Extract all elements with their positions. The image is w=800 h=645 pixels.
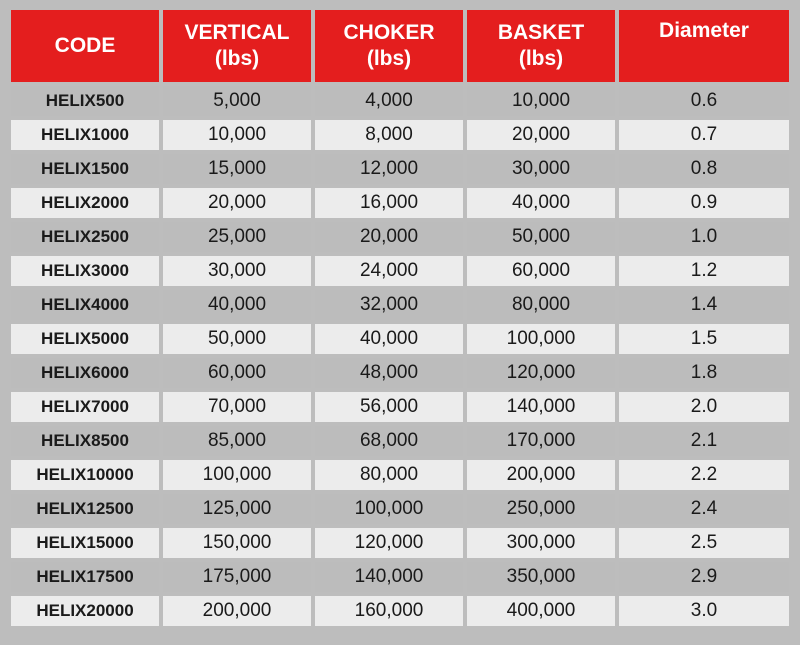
table-row (11, 86, 789, 116)
header-diameter (619, 10, 789, 82)
table-row (11, 120, 789, 150)
cell-code: HELIX10000 (11, 460, 159, 490)
cell-code: HELIX8500 (11, 426, 159, 456)
cell-diameter: 2.9 (619, 562, 789, 592)
cell-choker: 4,000 (315, 86, 463, 116)
header-choker-label: CHOKER (343, 21, 435, 44)
table-row (11, 426, 789, 456)
table-row (11, 460, 789, 490)
header-code (11, 10, 159, 82)
cell-vertical: 50,000 (163, 324, 311, 354)
cell-code: HELIX12500 (11, 494, 159, 524)
cell-basket: 300,000 (467, 528, 615, 558)
cell-basket: 50,000 (467, 222, 615, 252)
cell-diameter: 3.0 (619, 596, 789, 626)
table-row (11, 358, 789, 388)
cell-code: HELIX20000 (11, 596, 159, 626)
cell-diameter: 1.2 (619, 256, 789, 286)
cell-vertical: 15,000 (163, 154, 311, 184)
cell-diameter: 0.7 (619, 120, 789, 150)
header-code-label: CODE (54, 34, 116, 57)
cell-choker: 16,000 (315, 188, 463, 218)
header-choker-unit: (lbs) (366, 47, 412, 70)
capacity-table (7, 6, 793, 630)
header-basket-unit: (lbs) (518, 47, 564, 70)
header-diameter-label: Diameter (659, 19, 749, 42)
cell-vertical: 40,000 (163, 290, 311, 320)
cell-diameter: 2.4 (619, 494, 789, 524)
table-row (11, 528, 789, 558)
cell-basket: 30,000 (467, 154, 615, 184)
header-vertical-label: VERTICAL (184, 21, 290, 44)
table-header (11, 10, 789, 82)
cell-vertical: 175,000 (163, 562, 311, 592)
cell-code: HELIX7000 (11, 392, 159, 422)
cell-code: HELIX1500 (11, 154, 159, 184)
cell-vertical: 125,000 (163, 494, 311, 524)
header-choker (315, 10, 463, 82)
cell-diameter: 0.9 (619, 188, 789, 218)
table-row (11, 596, 789, 626)
cell-choker: 56,000 (315, 392, 463, 422)
cell-diameter: 1.4 (619, 290, 789, 320)
cell-basket: 170,000 (467, 426, 615, 456)
cell-basket: 120,000 (467, 358, 615, 388)
cell-basket: 140,000 (467, 392, 615, 422)
cell-choker: 120,000 (315, 528, 463, 558)
header-basket (467, 10, 615, 82)
cell-diameter: 2.2 (619, 460, 789, 490)
cell-choker: 32,000 (315, 290, 463, 320)
table-row (11, 256, 789, 286)
cell-choker: 24,000 (315, 256, 463, 286)
table-row (11, 222, 789, 252)
cell-diameter: 0.6 (619, 86, 789, 116)
cell-basket: 350,000 (467, 562, 615, 592)
header-vertical-unit: (lbs) (214, 47, 260, 70)
cell-diameter: 0.8 (619, 154, 789, 184)
cell-basket: 60,000 (467, 256, 615, 286)
table-row (11, 562, 789, 592)
cell-diameter: 2.5 (619, 528, 789, 558)
cell-code: HELIX15000 (11, 528, 159, 558)
cell-diameter: 1.8 (619, 358, 789, 388)
cell-vertical: 10,000 (163, 120, 311, 150)
table-row (11, 392, 789, 422)
cell-basket: 100,000 (467, 324, 615, 354)
cell-choker: 100,000 (315, 494, 463, 524)
cell-code: HELIX500 (11, 86, 159, 116)
cell-code: HELIX17500 (11, 562, 159, 592)
cell-vertical: 200,000 (163, 596, 311, 626)
cell-diameter: 2.1 (619, 426, 789, 456)
cell-vertical: 100,000 (163, 460, 311, 490)
cell-diameter: 1.0 (619, 222, 789, 252)
cell-choker: 12,000 (315, 154, 463, 184)
cell-choker: 68,000 (315, 426, 463, 456)
cell-vertical: 25,000 (163, 222, 311, 252)
cell-diameter: 2.0 (619, 392, 789, 422)
cell-basket: 400,000 (467, 596, 615, 626)
cell-choker: 160,000 (315, 596, 463, 626)
table-row (11, 494, 789, 524)
cell-choker: 48,000 (315, 358, 463, 388)
cell-code: HELIX2500 (11, 222, 159, 252)
cell-vertical: 150,000 (163, 528, 311, 558)
cell-basket: 250,000 (467, 494, 615, 524)
cell-code: HELIX3000 (11, 256, 159, 286)
cell-vertical: 60,000 (163, 358, 311, 388)
cell-code: HELIX4000 (11, 290, 159, 320)
cell-choker: 80,000 (315, 460, 463, 490)
header-vertical (163, 10, 311, 82)
cell-vertical: 20,000 (163, 188, 311, 218)
cell-code: HELIX2000 (11, 188, 159, 218)
cell-code: HELIX1000 (11, 120, 159, 150)
cell-basket: 40,000 (467, 188, 615, 218)
cell-basket: 20,000 (467, 120, 615, 150)
cell-basket: 10,000 (467, 86, 615, 116)
cell-code: HELIX5000 (11, 324, 159, 354)
cell-vertical: 85,000 (163, 426, 311, 456)
cell-vertical: 70,000 (163, 392, 311, 422)
cell-vertical: 5,000 (163, 86, 311, 116)
cell-basket: 200,000 (467, 460, 615, 490)
cell-choker: 40,000 (315, 324, 463, 354)
table-row (11, 154, 789, 184)
table-body (11, 86, 789, 626)
header-basket-label: BASKET (497, 21, 585, 44)
header-row (11, 10, 789, 82)
cell-choker: 8,000 (315, 120, 463, 150)
cell-diameter: 1.5 (619, 324, 789, 354)
table-row (11, 324, 789, 354)
cell-basket: 80,000 (467, 290, 615, 320)
cell-choker: 20,000 (315, 222, 463, 252)
cell-vertical: 30,000 (163, 256, 311, 286)
table-row (11, 188, 789, 218)
cell-code: HELIX6000 (11, 358, 159, 388)
cell-choker: 140,000 (315, 562, 463, 592)
table-row (11, 290, 789, 320)
